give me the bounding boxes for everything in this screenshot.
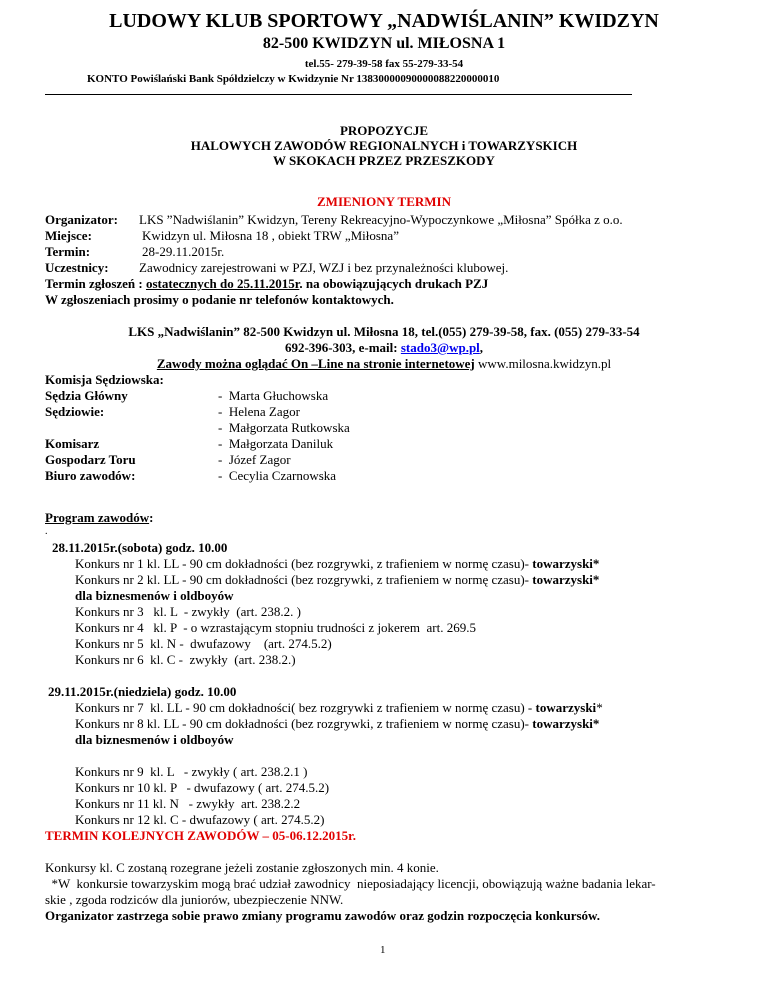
- program-item-tail: *: [596, 700, 603, 715]
- program-item-text: Konkurs nr 6 kl. C - zwykły (art. 238.2.): [75, 652, 296, 667]
- program-dot: .: [45, 526, 48, 537]
- jury-name: - Józef Zagor: [218, 452, 291, 467]
- place-value: Kwidzyn ul. Miłosna 18 , obiekt TRW „Miłosna”: [142, 228, 399, 243]
- day2-title: 29.11.2015r.(niedziela) godz. 10.00: [48, 684, 237, 699]
- program-item-bold: towarzyski*: [532, 556, 600, 571]
- page-number: 1: [380, 944, 386, 956]
- program-item-text: Konkurs nr 4 kl. P - o wzrastającym stopniu trudności z jokerem art. 269.5: [75, 620, 476, 635]
- entries-prefix: Termin zgłoszeń :: [45, 276, 146, 291]
- jury-name: - Marta Głuchowska: [218, 388, 329, 403]
- program-item: [75, 716, 599, 732]
- date-value: 28-29.11.2015r.: [142, 244, 225, 259]
- program-item-bold: towarzyski*: [532, 572, 600, 587]
- bank-account: KONTO Powiślański Bank Spółdzielczy w Kwidzynie Nr 13830000090000088220000010: [87, 73, 500, 85]
- organizer-value: LKS ”Nadwiślanin” Kwidzyn, Tereny Rekreacyjno-Wypoczynkowe „Miłosna” Spółka z o.o.: [139, 212, 623, 227]
- notes-line-3: skie , zgoda rodziców dla juniorów, ubezpieczenie NNW.: [45, 892, 344, 907]
- program-item: Konkurs nr 11 kl. N - zwykły art. 238.2.2: [75, 796, 301, 811]
- jury-role: Sędziowie:: [45, 404, 105, 419]
- notes-line-2: *W konkursie towarzyskim mogą brać udział zawodnicy nieposiadający licencji, obowiązują ważne badania lekar-: [45, 876, 656, 891]
- program-item: [75, 652, 296, 668]
- contact-comma: ,: [479, 340, 484, 355]
- program-item: [75, 732, 234, 748]
- online-text: Zawody można oglądać On –Line na stronie internetowej: [156, 356, 475, 371]
- program-item-text: Konkurs nr 2 kl. LL - 90 cm dokładności (bez rozgrywki, z trafieniem w normę czasu)-: [75, 572, 533, 587]
- club-name: LUDOWY KLUB SPORTOWY „NADWIŚLANIN” KWIDZYN: [109, 10, 659, 32]
- program-item: [75, 604, 301, 620]
- jury-role: Sędzia Główny: [45, 388, 128, 403]
- contact-line-1: LKS „Nadwiślanin” 82-500 Kwidzyn ul. Miłosna 18, tel.(055) 279-39-58, fax. (055) 279-33-54: [128, 324, 640, 339]
- email-link[interactable]: stado3@wp.pl: [400, 340, 480, 355]
- program-item-text: Konkurs nr 7 kl. LL - 90 cm dokładności( bez rozgrywki z trafieniem w normę czasu) -: [75, 700, 536, 715]
- title-line-3: W SKOKACH PRZEZ PRZESZKODY: [273, 153, 495, 168]
- program-heading-text: Program zawodów: [45, 510, 150, 525]
- program-item: [75, 572, 599, 588]
- day1-title: 28.11.2015r.(sobota) godz. 10.00: [52, 540, 228, 555]
- jury-role: Gospodarz Toru: [45, 452, 136, 467]
- entries-deadline-date: ostatecznych do 25.11.2015r: [145, 276, 300, 291]
- entries-suffix: . na obowiązujących drukach PZJ: [299, 276, 489, 291]
- participants-value: Zawodnicy zarejestrowani w PZJ, WZJ i bez przynależności klubowej.: [139, 260, 509, 275]
- organizer-label: Organizator:: [45, 212, 118, 227]
- program-item: [75, 588, 234, 604]
- program-item-text: Konkurs nr 3 kl. L - zwykły (art. 238.2. ): [75, 604, 301, 619]
- program-item-text: Konkurs nr 8 kl. LL - 90 cm dokładności (bez rozgrywki, z trafieniem w normę czasu)-: [75, 716, 533, 731]
- program-item: Konkurs nr 10 kl. P - dwufazowy ( art. 274.5.2): [75, 780, 330, 795]
- contact-line-2: [0, 340, 768, 356]
- jury-name: - Helena Zagor: [218, 404, 300, 419]
- changed-date-notice: ZMIENIONY TERMIN: [317, 194, 451, 209]
- jury-name: - Małgorzata Rutkowska: [218, 420, 350, 435]
- program-item-bold: dla biznesmenów i oldboyów: [75, 732, 234, 747]
- program-item-bold: towarzyski: [535, 700, 597, 715]
- jury-name: - Małgorzata Daniluk: [218, 436, 334, 451]
- online-url[interactable]: www.milosna.kwidzyn.pl: [474, 356, 612, 371]
- program-item: Konkurs nr 9 kl. L - zwykły ( art. 238.2.1 ): [75, 764, 308, 779]
- entries-deadline: [45, 276, 488, 292]
- title-line-2: HALOWYCH ZAWODÓW REGIONALNYCH i TOWARZYSKICH: [190, 138, 578, 153]
- program-item-text: Konkurs nr 5 kl. N - dwufazowy (art. 274.5.2): [75, 636, 332, 651]
- phone-request: W zgłoszeniach prosimy o podanie nr telefonów kontaktowych.: [45, 292, 394, 307]
- notes-line-4: Organizator zastrzega sobie prawo zmiany programu zawodów oraz godzin rozpoczęcia konkursów.: [45, 908, 600, 923]
- program-heading: [45, 510, 153, 526]
- program-item: [75, 700, 603, 716]
- jury-heading: Komisja Sędziowska:: [45, 372, 164, 387]
- program-item: [75, 620, 476, 636]
- program-item-bold: dla biznesmenów i oldboyów: [75, 588, 234, 603]
- header-divider: [45, 94, 632, 95]
- jury-name: - Cecylia Czarnowska: [218, 468, 337, 483]
- program-item-text: Konkurs nr 1 kl. LL - 90 cm dokładności (bez rozgrywki, z trafieniem w normę czasu)-: [75, 556, 533, 571]
- next-event: TERMIN KOLEJNYCH ZAWODÓW – 05-06.12.2015r.: [45, 828, 356, 843]
- program-item-bold: towarzyski*: [532, 716, 600, 731]
- title-line-1: PROPOZYCJE: [339, 123, 429, 138]
- program-item: Konkurs nr 12 kl. C - dwufazowy ( art. 274.5.2): [75, 812, 325, 827]
- jury-role: Komisarz: [45, 436, 100, 451]
- place-label: Miejsce:: [45, 228, 92, 243]
- jury-role: Biuro zawodów:: [45, 468, 136, 483]
- contact-phone: 692-396-303, e-mail:: [284, 340, 401, 355]
- club-phone: tel.55- 279-39-58 fax 55-279-33-54: [304, 58, 464, 70]
- program-item: [75, 636, 332, 652]
- notes-line-1: Konkursy kl. C zostaną rozegrane jeżeli zostanie zgłoszonych min. 4 konie.: [45, 860, 439, 875]
- program-heading-colon: :: [149, 510, 154, 525]
- date-label: Termin:: [45, 244, 91, 259]
- club-address: 82-500 KWIDZYN ul. MIŁOSNA 1: [262, 35, 506, 52]
- program-item: [75, 556, 599, 572]
- participants-label: Uczestnicy:: [45, 260, 109, 275]
- online-line: [0, 356, 768, 372]
